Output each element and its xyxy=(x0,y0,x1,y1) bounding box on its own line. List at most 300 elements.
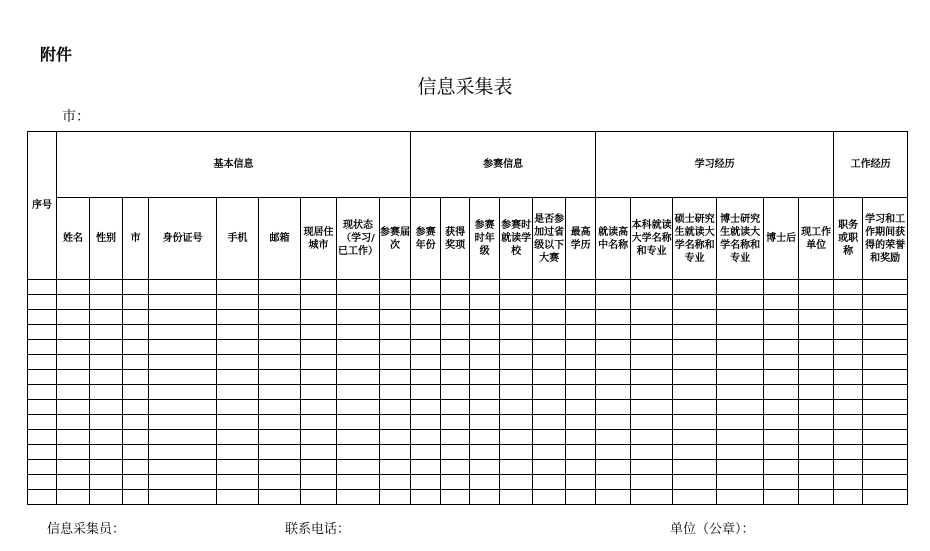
table-cell[interactable] xyxy=(57,445,90,460)
table-cell[interactable] xyxy=(533,340,566,355)
table-cell[interactable] xyxy=(149,385,217,400)
table-cell[interactable] xyxy=(470,355,500,370)
table-cell[interactable] xyxy=(441,475,470,490)
table-cell[interactable] xyxy=(764,475,799,490)
table-cell[interactable] xyxy=(764,280,799,295)
table-cell[interactable] xyxy=(380,400,411,415)
table-cell[interactable] xyxy=(764,490,799,505)
table-cell[interactable] xyxy=(149,415,217,430)
table-cell[interactable] xyxy=(411,430,441,445)
table-cell[interactable] xyxy=(717,445,764,460)
table-cell[interactable] xyxy=(717,400,764,415)
table-cell[interactable] xyxy=(28,430,57,445)
table-cell[interactable] xyxy=(149,310,217,325)
table-cell[interactable] xyxy=(533,445,566,460)
table-cell[interactable] xyxy=(411,295,441,310)
table-cell[interactable] xyxy=(717,310,764,325)
table-cell[interactable] xyxy=(57,400,90,415)
table-cell[interactable] xyxy=(57,310,90,325)
table-cell[interactable] xyxy=(380,415,411,430)
table-cell[interactable] xyxy=(217,490,259,505)
table-cell[interactable] xyxy=(28,385,57,400)
table-cell[interactable] xyxy=(149,445,217,460)
table-cell[interactable] xyxy=(764,295,799,310)
table-cell[interactable] xyxy=(57,340,90,355)
table-cell[interactable] xyxy=(123,430,149,445)
table-cell[interactable] xyxy=(673,295,717,310)
table-cell[interactable] xyxy=(834,445,863,460)
table-cell[interactable] xyxy=(123,370,149,385)
table-cell[interactable] xyxy=(717,325,764,340)
table-cell[interactable] xyxy=(631,400,673,415)
table-cell[interactable] xyxy=(28,355,57,370)
table-cell[interactable] xyxy=(411,445,441,460)
table-cell[interactable] xyxy=(500,385,533,400)
table-cell[interactable] xyxy=(90,385,123,400)
table-cell[interactable] xyxy=(90,475,123,490)
table-cell[interactable] xyxy=(337,400,380,415)
table-cell[interactable] xyxy=(863,325,908,340)
table-cell[interactable] xyxy=(799,430,834,445)
table-cell[interactable] xyxy=(259,490,301,505)
table-cell[interactable] xyxy=(764,400,799,415)
table-cell[interactable] xyxy=(566,340,596,355)
table-cell[interactable] xyxy=(764,430,799,445)
table-cell[interactable] xyxy=(217,325,259,340)
table-cell[interactable] xyxy=(500,475,533,490)
table-cell[interactable] xyxy=(90,430,123,445)
table-cell[interactable] xyxy=(764,415,799,430)
table-cell[interactable] xyxy=(533,355,566,370)
table-cell[interactable] xyxy=(470,475,500,490)
table-cell[interactable] xyxy=(834,415,863,430)
table-cell[interactable] xyxy=(217,475,259,490)
table-cell[interactable] xyxy=(217,445,259,460)
table-cell[interactable] xyxy=(380,430,411,445)
table-cell[interactable] xyxy=(441,325,470,340)
table-cell[interactable] xyxy=(301,355,337,370)
table-cell[interactable] xyxy=(717,460,764,475)
table-cell[interactable] xyxy=(123,280,149,295)
table-cell[interactable] xyxy=(411,310,441,325)
table-cell[interactable] xyxy=(764,385,799,400)
table-cell[interactable] xyxy=(596,400,631,415)
table-cell[interactable] xyxy=(441,445,470,460)
table-cell[interactable] xyxy=(259,310,301,325)
table-cell[interactable] xyxy=(301,280,337,295)
table-cell[interactable] xyxy=(834,340,863,355)
table-cell[interactable] xyxy=(863,280,908,295)
table-cell[interactable] xyxy=(863,340,908,355)
table-cell[interactable] xyxy=(411,400,441,415)
table-cell[interactable] xyxy=(57,490,90,505)
table-cell[interactable] xyxy=(411,460,441,475)
table-cell[interactable] xyxy=(337,280,380,295)
table-cell[interactable] xyxy=(259,460,301,475)
table-cell[interactable] xyxy=(533,400,566,415)
table-cell[interactable] xyxy=(596,430,631,445)
table-cell[interactable] xyxy=(799,370,834,385)
table-cell[interactable] xyxy=(631,295,673,310)
table-cell[interactable] xyxy=(673,310,717,325)
table-cell[interactable] xyxy=(566,490,596,505)
table-cell[interactable] xyxy=(28,475,57,490)
table-cell[interactable] xyxy=(631,460,673,475)
table-cell[interactable] xyxy=(764,370,799,385)
table-cell[interactable] xyxy=(566,415,596,430)
table-cell[interactable] xyxy=(470,310,500,325)
table-cell[interactable] xyxy=(337,310,380,325)
table-cell[interactable] xyxy=(631,355,673,370)
table-cell[interactable] xyxy=(441,460,470,475)
table-cell[interactable] xyxy=(834,370,863,385)
table-cell[interactable] xyxy=(533,370,566,385)
table-cell[interactable] xyxy=(411,355,441,370)
table-cell[interactable] xyxy=(799,310,834,325)
table-cell[interactable] xyxy=(863,310,908,325)
table-cell[interactable] xyxy=(799,385,834,400)
table-cell[interactable] xyxy=(834,385,863,400)
table-cell[interactable] xyxy=(57,280,90,295)
table-cell[interactable] xyxy=(149,325,217,340)
table-cell[interactable] xyxy=(380,490,411,505)
table-cell[interactable] xyxy=(259,280,301,295)
table-cell[interactable] xyxy=(217,295,259,310)
table-cell[interactable] xyxy=(411,280,441,295)
table-cell[interactable] xyxy=(380,280,411,295)
table-cell[interactable] xyxy=(149,430,217,445)
table-cell[interactable] xyxy=(834,355,863,370)
table-cell[interactable] xyxy=(596,460,631,475)
table-cell[interactable] xyxy=(834,310,863,325)
table-cell[interactable] xyxy=(149,370,217,385)
table-cell[interactable] xyxy=(834,400,863,415)
table-cell[interactable] xyxy=(28,415,57,430)
table-cell[interactable] xyxy=(500,295,533,310)
table-cell[interactable] xyxy=(673,430,717,445)
table-cell[interactable] xyxy=(217,310,259,325)
table-cell[interactable] xyxy=(123,415,149,430)
table-cell[interactable] xyxy=(90,340,123,355)
table-cell[interactable] xyxy=(217,430,259,445)
table-cell[interactable] xyxy=(301,430,337,445)
table-cell[interactable] xyxy=(673,355,717,370)
table-cell[interactable] xyxy=(337,415,380,430)
table-cell[interactable] xyxy=(596,355,631,370)
table-cell[interactable] xyxy=(566,430,596,445)
table-cell[interactable] xyxy=(631,280,673,295)
table-cell[interactable] xyxy=(799,460,834,475)
table-cell[interactable] xyxy=(259,415,301,430)
table-cell[interactable] xyxy=(717,415,764,430)
table-cell[interactable] xyxy=(301,340,337,355)
table-cell[interactable] xyxy=(301,370,337,385)
table-cell[interactable] xyxy=(57,430,90,445)
table-cell[interactable] xyxy=(217,370,259,385)
table-cell[interactable] xyxy=(217,385,259,400)
table-cell[interactable] xyxy=(123,400,149,415)
table-cell[interactable] xyxy=(673,400,717,415)
table-cell[interactable] xyxy=(470,280,500,295)
table-cell[interactable] xyxy=(799,280,834,295)
table-cell[interactable] xyxy=(566,370,596,385)
table-cell[interactable] xyxy=(337,385,380,400)
table-cell[interactable] xyxy=(441,355,470,370)
table-cell[interactable] xyxy=(57,355,90,370)
table-cell[interactable] xyxy=(380,325,411,340)
table-cell[interactable] xyxy=(500,430,533,445)
table-cell[interactable] xyxy=(411,325,441,340)
table-cell[interactable] xyxy=(764,355,799,370)
table-cell[interactable] xyxy=(533,490,566,505)
table-cell[interactable] xyxy=(470,340,500,355)
table-cell[interactable] xyxy=(149,475,217,490)
table-cell[interactable] xyxy=(500,415,533,430)
table-cell[interactable] xyxy=(380,310,411,325)
table-cell[interactable] xyxy=(28,340,57,355)
table-cell[interactable] xyxy=(337,355,380,370)
table-cell[interactable] xyxy=(566,325,596,340)
table-cell[interactable] xyxy=(863,490,908,505)
table-cell[interactable] xyxy=(673,490,717,505)
table-cell[interactable] xyxy=(764,340,799,355)
table-cell[interactable] xyxy=(717,475,764,490)
table-cell[interactable] xyxy=(90,370,123,385)
table-cell[interactable] xyxy=(500,325,533,340)
table-cell[interactable] xyxy=(470,460,500,475)
table-cell[interactable] xyxy=(834,430,863,445)
table-cell[interactable] xyxy=(764,325,799,340)
table-cell[interactable] xyxy=(596,325,631,340)
table-cell[interactable] xyxy=(28,325,57,340)
table-cell[interactable] xyxy=(863,445,908,460)
table-cell[interactable] xyxy=(470,445,500,460)
table-cell[interactable] xyxy=(28,295,57,310)
table-cell[interactable] xyxy=(301,295,337,310)
table-cell[interactable] xyxy=(411,370,441,385)
table-cell[interactable] xyxy=(596,415,631,430)
table-cell[interactable] xyxy=(863,295,908,310)
table-cell[interactable] xyxy=(28,460,57,475)
table-cell[interactable] xyxy=(533,295,566,310)
table-cell[interactable] xyxy=(301,400,337,415)
table-cell[interactable] xyxy=(90,400,123,415)
table-cell[interactable] xyxy=(28,400,57,415)
table-cell[interactable] xyxy=(500,460,533,475)
table-cell[interactable] xyxy=(123,295,149,310)
table-cell[interactable] xyxy=(596,370,631,385)
table-cell[interactable] xyxy=(863,460,908,475)
table-cell[interactable] xyxy=(631,340,673,355)
table-cell[interactable] xyxy=(673,385,717,400)
table-cell[interactable] xyxy=(441,310,470,325)
table-cell[interactable] xyxy=(566,355,596,370)
table-cell[interactable] xyxy=(673,340,717,355)
table-cell[interactable] xyxy=(149,355,217,370)
table-cell[interactable] xyxy=(123,490,149,505)
table-cell[interactable] xyxy=(717,355,764,370)
table-cell[interactable] xyxy=(863,370,908,385)
table-cell[interactable] xyxy=(631,385,673,400)
table-cell[interactable] xyxy=(123,325,149,340)
table-cell[interactable] xyxy=(566,400,596,415)
table-cell[interactable] xyxy=(799,355,834,370)
table-cell[interactable] xyxy=(90,460,123,475)
table-cell[interactable] xyxy=(149,295,217,310)
table-cell[interactable] xyxy=(90,280,123,295)
table-cell[interactable] xyxy=(566,295,596,310)
table-cell[interactable] xyxy=(57,295,90,310)
table-cell[interactable] xyxy=(259,355,301,370)
table-cell[interactable] xyxy=(90,355,123,370)
table-cell[interactable] xyxy=(799,400,834,415)
table-cell[interactable] xyxy=(834,460,863,475)
table-cell[interactable] xyxy=(259,370,301,385)
table-cell[interactable] xyxy=(441,280,470,295)
table-cell[interactable] xyxy=(259,445,301,460)
table-cell[interactable] xyxy=(596,340,631,355)
table-cell[interactable] xyxy=(717,370,764,385)
table-cell[interactable] xyxy=(566,385,596,400)
table-cell[interactable] xyxy=(337,430,380,445)
table-cell[interactable] xyxy=(533,475,566,490)
table-cell[interactable] xyxy=(28,490,57,505)
table-cell[interactable] xyxy=(500,340,533,355)
table-cell[interactable] xyxy=(470,415,500,430)
table-cell[interactable] xyxy=(799,325,834,340)
table-cell[interactable] xyxy=(411,385,441,400)
table-cell[interactable] xyxy=(149,400,217,415)
table-cell[interactable] xyxy=(259,325,301,340)
table-cell[interactable] xyxy=(337,445,380,460)
table-cell[interactable] xyxy=(799,475,834,490)
table-cell[interactable] xyxy=(566,460,596,475)
table-cell[interactable] xyxy=(500,310,533,325)
table-cell[interactable] xyxy=(149,490,217,505)
table-cell[interactable] xyxy=(301,325,337,340)
table-cell[interactable] xyxy=(631,490,673,505)
table-cell[interactable] xyxy=(411,490,441,505)
table-cell[interactable] xyxy=(441,400,470,415)
table-cell[interactable] xyxy=(834,280,863,295)
table-cell[interactable] xyxy=(863,430,908,445)
table-cell[interactable] xyxy=(380,460,411,475)
table-cell[interactable] xyxy=(90,415,123,430)
table-cell[interactable] xyxy=(28,280,57,295)
table-cell[interactable] xyxy=(441,415,470,430)
table-cell[interactable] xyxy=(717,295,764,310)
table-cell[interactable] xyxy=(596,490,631,505)
table-cell[interactable] xyxy=(337,340,380,355)
table-cell[interactable] xyxy=(57,475,90,490)
table-cell[interactable] xyxy=(533,385,566,400)
table-cell[interactable] xyxy=(470,430,500,445)
table-cell[interactable] xyxy=(533,280,566,295)
table-cell[interactable] xyxy=(566,445,596,460)
table-cell[interactable] xyxy=(217,340,259,355)
table-cell[interactable] xyxy=(57,385,90,400)
table-cell[interactable] xyxy=(863,355,908,370)
table-cell[interactable] xyxy=(596,280,631,295)
table-cell[interactable] xyxy=(380,475,411,490)
table-cell[interactable] xyxy=(834,325,863,340)
table-cell[interactable] xyxy=(123,385,149,400)
table-cell[interactable] xyxy=(533,460,566,475)
table-cell[interactable] xyxy=(411,340,441,355)
table-cell[interactable] xyxy=(631,310,673,325)
table-cell[interactable] xyxy=(337,475,380,490)
table-cell[interactable] xyxy=(149,460,217,475)
table-cell[interactable] xyxy=(123,445,149,460)
table-cell[interactable] xyxy=(301,310,337,325)
table-cell[interactable] xyxy=(500,445,533,460)
table-cell[interactable] xyxy=(380,340,411,355)
table-cell[interactable] xyxy=(301,460,337,475)
table-cell[interactable] xyxy=(566,280,596,295)
table-cell[interactable] xyxy=(500,280,533,295)
table-cell[interactable] xyxy=(834,475,863,490)
table-cell[interactable] xyxy=(259,340,301,355)
table-cell[interactable] xyxy=(123,310,149,325)
table-cell[interactable] xyxy=(717,490,764,505)
table-cell[interactable] xyxy=(301,415,337,430)
table-cell[interactable] xyxy=(863,415,908,430)
table-cell[interactable] xyxy=(380,355,411,370)
table-cell[interactable] xyxy=(470,385,500,400)
table-cell[interactable] xyxy=(301,490,337,505)
table-cell[interactable] xyxy=(673,370,717,385)
table-cell[interactable] xyxy=(717,385,764,400)
table-cell[interactable] xyxy=(673,460,717,475)
table-cell[interactable] xyxy=(596,445,631,460)
table-cell[interactable] xyxy=(799,295,834,310)
table-cell[interactable] xyxy=(799,490,834,505)
table-cell[interactable] xyxy=(90,295,123,310)
table-cell[interactable] xyxy=(337,490,380,505)
table-cell[interactable] xyxy=(380,385,411,400)
table-cell[interactable] xyxy=(470,295,500,310)
table-cell[interactable] xyxy=(123,475,149,490)
table-cell[interactable] xyxy=(123,460,149,475)
table-cell[interactable] xyxy=(57,370,90,385)
table-cell[interactable] xyxy=(717,430,764,445)
table-cell[interactable] xyxy=(566,310,596,325)
table-cell[interactable] xyxy=(834,295,863,310)
table-cell[interactable] xyxy=(799,445,834,460)
table-cell[interactable] xyxy=(470,490,500,505)
table-cell[interactable] xyxy=(596,310,631,325)
table-cell[interactable] xyxy=(470,370,500,385)
table-cell[interactable] xyxy=(259,385,301,400)
table-cell[interactable] xyxy=(123,340,149,355)
table-cell[interactable] xyxy=(673,445,717,460)
table-cell[interactable] xyxy=(596,385,631,400)
table-cell[interactable] xyxy=(799,415,834,430)
table-cell[interactable] xyxy=(57,460,90,475)
table-cell[interactable] xyxy=(441,370,470,385)
table-cell[interactable] xyxy=(411,415,441,430)
table-cell[interactable] xyxy=(717,280,764,295)
table-cell[interactable] xyxy=(28,370,57,385)
table-cell[interactable] xyxy=(631,475,673,490)
table-cell[interactable] xyxy=(631,325,673,340)
table-cell[interactable] xyxy=(90,325,123,340)
table-cell[interactable] xyxy=(149,280,217,295)
table-cell[interactable] xyxy=(764,445,799,460)
table-cell[interactable] xyxy=(500,490,533,505)
table-cell[interactable] xyxy=(380,370,411,385)
table-cell[interactable] xyxy=(863,475,908,490)
